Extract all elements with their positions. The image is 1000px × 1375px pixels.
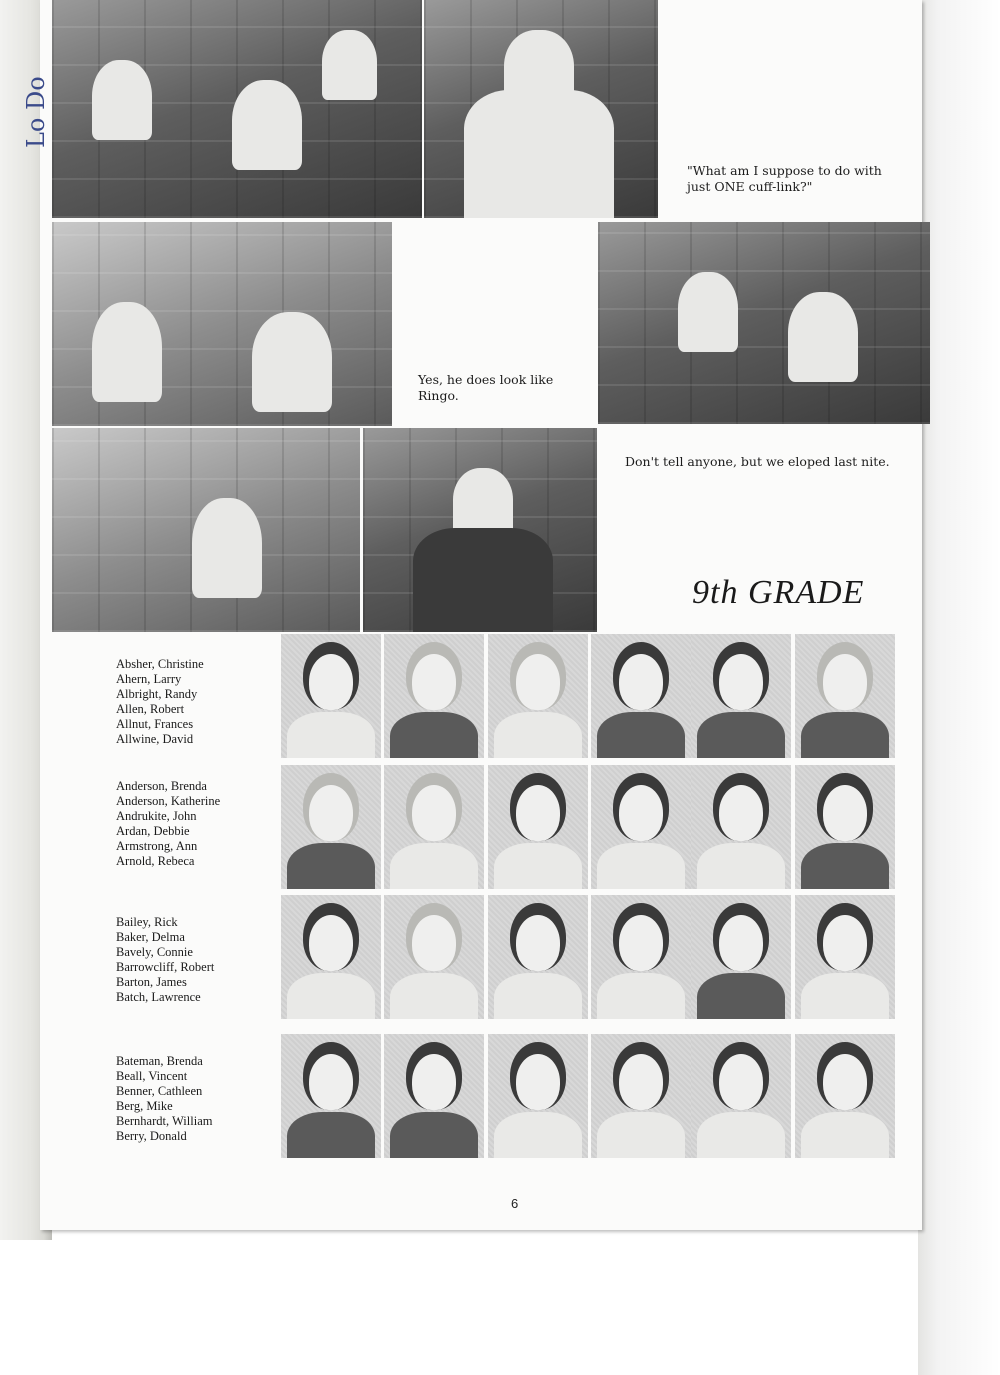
student-name: Arnold, Rebeca	[116, 854, 195, 868]
student-name: Barrowcliff, Robert	[116, 960, 215, 974]
student-name: Anderson, Katherine	[116, 794, 221, 808]
student-name: Allwine, David	[116, 732, 194, 746]
student-portrait	[281, 634, 381, 758]
student-name: Bateman, Brenda	[116, 1054, 203, 1068]
student-portrait	[591, 1034, 691, 1158]
student-portrait	[691, 895, 791, 1019]
student-portrait	[488, 765, 588, 889]
photo-male-teacher	[424, 0, 658, 218]
student-portrait	[384, 895, 484, 1019]
student-portrait	[591, 895, 691, 1019]
student-portrait	[488, 634, 588, 758]
student-name: Bernhardt, William	[116, 1114, 213, 1128]
name-group-4	[116, 1054, 212, 1144]
student-portrait	[591, 634, 691, 758]
student-name: Barton, James	[116, 975, 187, 989]
student-portrait	[384, 765, 484, 889]
student-name: Benner, Cathleen	[116, 1084, 203, 1098]
student-name: Anderson, Brenda	[116, 779, 207, 793]
student-portrait	[795, 895, 895, 1019]
caption-eloped: Don't tell anyone, but we eloped last nite.	[625, 454, 890, 469]
student-name: Berg, Mike	[116, 1099, 173, 1113]
photo-students-desks	[598, 222, 930, 424]
page-number: 6	[511, 1196, 519, 1211]
student-name: Bailey, Rick	[116, 915, 178, 929]
student-portrait	[488, 895, 588, 1019]
student-portrait	[384, 634, 484, 758]
photo-students-classroom	[52, 222, 392, 426]
student-portrait	[795, 1034, 895, 1158]
student-name: Allnut, Frances	[116, 717, 194, 731]
student-portrait	[691, 1034, 791, 1158]
student-portrait	[488, 1034, 588, 1158]
student-name: Allen, Robert	[116, 702, 185, 716]
student-name: Beall, Vincent	[116, 1069, 188, 1083]
photo-female-teacher	[363, 428, 597, 632]
name-group-1	[116, 657, 204, 747]
student-portrait	[384, 1034, 484, 1158]
student-portrait	[281, 895, 381, 1019]
student-portrait	[795, 765, 895, 889]
student-name: Ardan, Debbie	[116, 824, 190, 838]
name-group-3	[116, 915, 214, 1005]
student-portrait	[691, 634, 791, 758]
caption-ringo: Yes, he does look like Ringo.	[418, 372, 554, 403]
section-title: 9th GRADE	[692, 574, 865, 611]
student-portrait	[691, 765, 791, 889]
student-name: Absher, Christine	[116, 657, 204, 671]
photo-drafting-room	[52, 428, 360, 632]
student-portrait	[795, 634, 895, 758]
student-portrait	[281, 1034, 381, 1158]
student-name: Batch, Lawrence	[116, 990, 201, 1004]
caption-cufflink: "What am I suppose to do with just ONE cuff-link?"	[687, 163, 882, 194]
student-name: Ahern, Larry	[116, 672, 182, 686]
student-name: Armstrong, Ann	[116, 839, 198, 853]
student-name: Andrukite, John	[116, 809, 197, 823]
student-portrait	[281, 765, 381, 889]
student-name: Baker, Delma	[116, 930, 185, 944]
student-name: Berry, Donald	[116, 1129, 187, 1143]
photo-drafting-class	[52, 0, 422, 218]
name-group-2	[116, 779, 220, 869]
scan-background-right	[918, 0, 1000, 1375]
student-portrait	[591, 765, 691, 889]
student-name: Bavely, Connie	[116, 945, 193, 959]
handwritten-note: Lo Do	[22, 76, 50, 148]
student-name: Albright, Randy	[116, 687, 198, 701]
